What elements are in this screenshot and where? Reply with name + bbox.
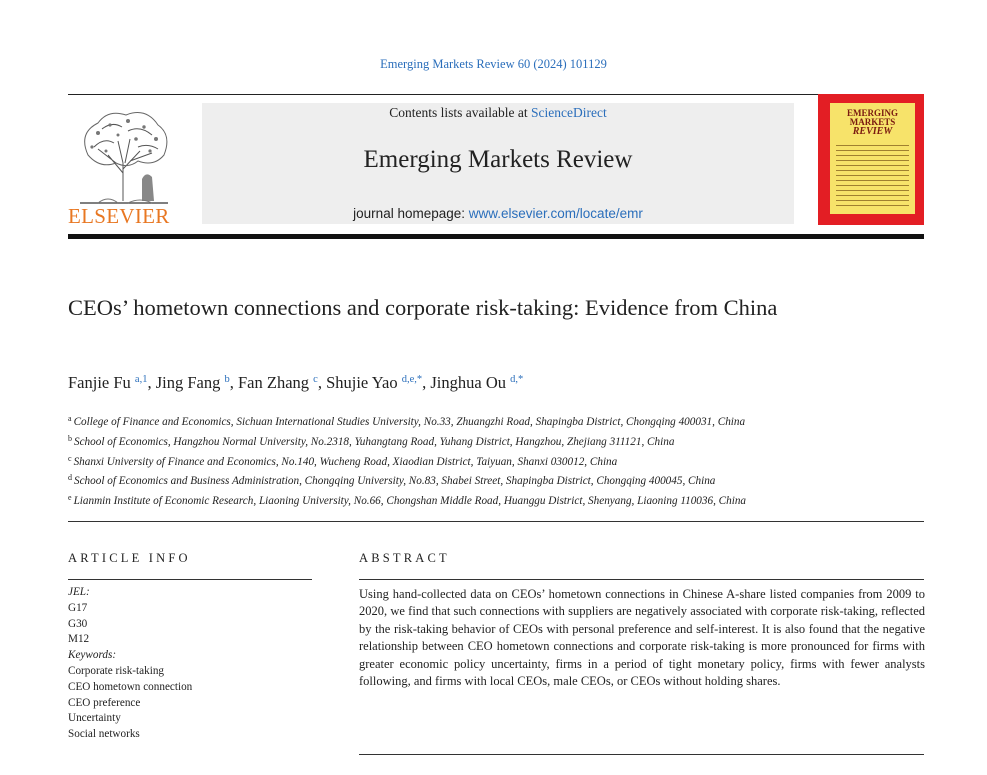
cover-title-line3: REVIEW bbox=[852, 126, 893, 137]
contents-line bbox=[202, 105, 794, 121]
cover-title bbox=[830, 109, 915, 136]
homepage-prefix: journal homepage: bbox=[353, 206, 469, 221]
author-marks[interactable]: d,* bbox=[510, 374, 524, 385]
affiliation-item bbox=[68, 490, 798, 510]
cover-title-line2: MARKETS bbox=[849, 117, 896, 127]
keywords-label: Keywords: bbox=[68, 649, 117, 662]
homepage-link[interactable]: www.elsevier.com/locate/emr bbox=[468, 206, 643, 221]
keyword: CEO hometown connection bbox=[68, 680, 193, 693]
article-info-list bbox=[68, 585, 308, 743]
section-rule bbox=[68, 521, 924, 522]
abstract-rule bbox=[359, 579, 924, 580]
affiliation-item bbox=[68, 470, 798, 490]
jel-code: G30 bbox=[68, 617, 88, 630]
author-marks[interactable]: c bbox=[313, 374, 318, 385]
author-name[interactable]: Fanjie Fu bbox=[68, 373, 131, 392]
affiliation-item bbox=[68, 411, 798, 431]
affiliation-text: Shanxi University of Finance and Economics, No.140, Wucheng Road, Xiaodian District, Taiyuan, Shanxi 030012, China bbox=[73, 455, 618, 468]
keyword: CEO preference bbox=[68, 696, 141, 709]
journal-reference[interactable]: Emerging Markets Review 60 (2024) 101129 bbox=[380, 57, 607, 71]
author-marks[interactable]: d,e,* bbox=[401, 374, 423, 385]
affiliation-text: School of Economics, Hangzhou Normal University, No.2318, Yuhangtang Road, Yuhang District, Hangzhou, Zhejiang 311121, China bbox=[74, 435, 675, 448]
affiliation-mark: c bbox=[68, 453, 72, 463]
abstract-heading: ABSTRACT bbox=[359, 551, 450, 565]
affiliation-mark: b bbox=[68, 433, 72, 443]
author-name[interactable]: Jinghua Ou bbox=[430, 373, 507, 392]
affiliation-text: School of Economics and Business Administration, Chongqing University, No.83, Shabei Street, Shapingba District, Chongqing 400045, China bbox=[74, 475, 716, 488]
keyword: Social networks bbox=[68, 728, 140, 741]
affiliation-item bbox=[68, 431, 798, 451]
article-info-heading: ARTICLE INFO bbox=[68, 551, 191, 565]
affiliation-item bbox=[68, 451, 798, 471]
author-name[interactable]: Shujie Yao bbox=[326, 373, 398, 392]
article-info-rule bbox=[68, 579, 312, 580]
affiliation-list bbox=[68, 411, 798, 510]
author-name[interactable]: Fan Zhang bbox=[237, 373, 310, 392]
affiliation-mark: d bbox=[68, 473, 72, 483]
affiliation-text: College of Finance and Economics, Sichuan International Studies University, No.33, Zhuangzhi Road, Shapingba District, Chongqing 400031, China bbox=[73, 416, 746, 428]
affiliation-mark: e bbox=[68, 493, 72, 503]
top-rule bbox=[68, 94, 924, 95]
journal-cover[interactable] bbox=[818, 94, 924, 225]
keyword: Uncertainty bbox=[68, 712, 121, 725]
abstract-bottom-rule bbox=[359, 754, 924, 755]
contents-prefix: Contents lists available at bbox=[389, 105, 531, 120]
sciencedirect-link[interactable]: ScienceDirect bbox=[531, 105, 607, 120]
author-marks[interactable]: a,1 bbox=[134, 374, 148, 385]
paper-title: CEOs’ hometown connections and corporate risk-taking: Evidence from China bbox=[68, 295, 778, 320]
journal-title: Emerging Markets Review bbox=[363, 146, 633, 173]
elsevier-wordmark[interactable]: ELSEVIER bbox=[68, 204, 170, 228]
jel-code: G17 bbox=[68, 601, 88, 614]
affiliation-text: Lianmin Institute of Economic Research, Liaoning University, No.66, Chongshan Middle Road, Huanggu District, Shenyang, Liaoning 110036, China bbox=[73, 495, 747, 508]
keyword: Corporate risk-taking bbox=[68, 664, 165, 677]
jel-label: JEL: bbox=[68, 586, 90, 598]
cover-panel bbox=[830, 103, 915, 214]
cover-contents-lines bbox=[836, 145, 909, 210]
author-name[interactable]: Jing Fang bbox=[155, 373, 221, 392]
jel-code: M12 bbox=[68, 633, 90, 646]
homepage-line bbox=[202, 206, 794, 221]
author-marks[interactable]: b bbox=[224, 374, 230, 385]
author-list: Fanjie Fu $^{a,1}$, Jing Fang $^b$, Fan Zhang $^c$, Shujie Yao $^{d,e,*}$, Jinghua Ou $^{d,*}$ bbox=[68, 373, 524, 392]
affiliation-mark: a bbox=[68, 414, 72, 423]
masthead-bottom-rule bbox=[68, 234, 924, 239]
cover-title-line1: EMERGING bbox=[846, 108, 898, 118]
abstract-text: Using hand-collected data on CEOs’ hometown connections in Chinese A-share listed companies from 2009 to 2020, we find that such connections with suppliers are negatively associated with corporate risk-taking, reflected by the risk-taking behavior of CEOs with personal preference and self-interest. It is also found that the negative relationship between CEO hometown connections and corporate risk-taking is more pronounced for firms with greater economic policy uncertainty, firms in a period of tight monetary policy, firms with fewer analysts following, and firms with local CEOs, male CEOs, or CEOs without holding shares. bbox=[359, 587, 925, 689]
